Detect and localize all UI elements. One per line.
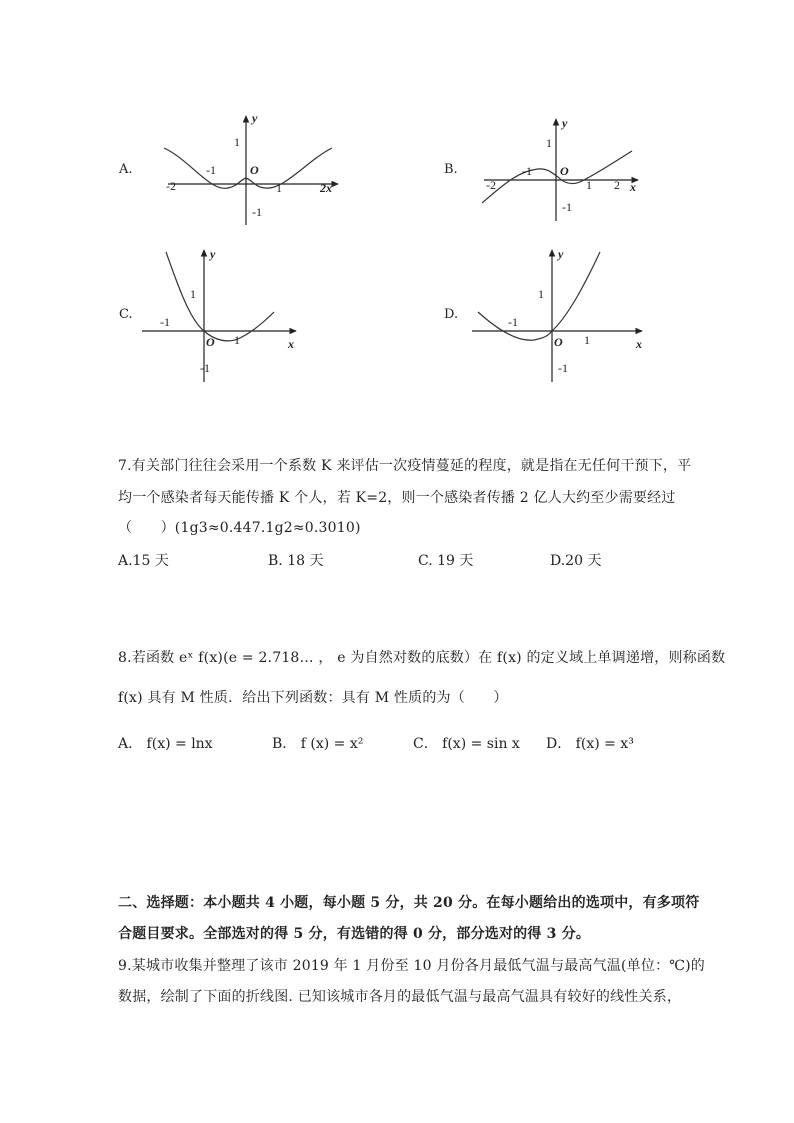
q8-choice-a: A． f(x) = lnx <box>118 736 213 752</box>
option-label-c: C. <box>119 307 133 322</box>
x-axis-label: x <box>636 337 642 351</box>
q7-choice-b: B. 18 天 <box>268 553 324 569</box>
q7-choice-d: D.20 天 <box>550 553 602 569</box>
tick-label: 2 <box>614 178 620 192</box>
q9-line-2: 数据，绘制了下面的折线图. 已知该城市各月的最低气温与最高气温具有较好的线性关系， <box>118 989 682 1005</box>
option-label-b: B. <box>444 162 458 177</box>
tick-label: -2 <box>486 178 496 192</box>
q8-line-2: f(x) 具有 M 性质．给出下列函数：具有 M 性质的为（ ） <box>118 690 508 706</box>
origin-label: O <box>554 335 563 349</box>
q8-line-1: 8.若函数 eˣ f(x)(e = 2.718… ， e 为自然对数的底数）在 f(x) 的定义域上单调递增，则称函数 <box>118 650 726 666</box>
q7-line-1: 7.有关部门往往会采用一个系数 K 来评估一次疫情蔓延的程度，就是指在无任何干预下，平 <box>118 458 692 474</box>
x-axis-label: x <box>630 180 636 194</box>
option-label-d: D. <box>444 307 459 322</box>
section-heading-line-1: 二、选择题：本小题共 4 小题，每小题 5 分，共 20 分。在每小题给出的选项中，有多项符 <box>118 895 700 911</box>
tick-label: 1 <box>234 333 240 347</box>
q7-line-2: 均一个感染者每天能传播 K 个人，若 K=2，则一个感染者传播 2 亿人大约至少需要经过 <box>118 490 676 506</box>
tick-label: 1 <box>276 181 282 195</box>
q7-choice-a: A.15 天 <box>118 553 169 569</box>
q8-choice-b: B． f (x) = x² <box>272 736 364 752</box>
q8-choice-c: C． f(x) = sin x <box>413 736 520 752</box>
origin-label: O <box>250 163 259 177</box>
tick-label: 1 <box>586 178 592 192</box>
graph-b <box>478 115 648 225</box>
graph-c <box>138 246 308 386</box>
q9-line-1: 9.某城市收集并整理了该市 2019 年 1 月份至 10 月份各月最低气温与最高气温(单位：℃)的 <box>118 958 705 974</box>
tick-label: -1 <box>522 164 532 178</box>
option-label-a: A. <box>119 162 133 177</box>
tick-label: 2x <box>320 181 332 195</box>
curve <box>166 252 274 341</box>
q8-choice-d: D． f(x) = x³ <box>546 736 634 752</box>
origin-label: O <box>206 335 215 349</box>
curve <box>482 151 632 203</box>
tick-label: 1 <box>546 136 552 150</box>
tick-label: -2 <box>166 179 176 193</box>
tick-label: 1 <box>538 287 544 301</box>
tick-label: -1 <box>206 163 216 177</box>
graph-a <box>160 110 350 230</box>
y-axis-label: y <box>252 111 258 125</box>
tick-label: 1 <box>190 287 196 301</box>
tick-label: -1 <box>252 205 262 219</box>
x-axis-label: x <box>288 337 294 351</box>
y-axis-label: y <box>210 247 216 261</box>
tick-label: -1 <box>508 315 518 329</box>
y-axis-label: y <box>558 247 564 261</box>
tick-label: -1 <box>160 315 170 329</box>
tick-label: -1 <box>200 361 210 375</box>
tick-label: 1 <box>234 135 240 149</box>
section-heading-line-2: 合题目要求。全部选对的得 5 分，有选错的得 0 分，部分选对的得 3 分。 <box>118 926 591 942</box>
q7-line-3: （ ）(1g3≈0.447.1g2≈0.3010) <box>118 520 361 536</box>
graph-d <box>468 246 648 386</box>
tick-label: 1 <box>584 333 590 347</box>
tick-label: -1 <box>558 361 568 375</box>
tick-label: -1 <box>562 200 572 214</box>
origin-label: O <box>560 164 569 178</box>
curve <box>164 148 332 188</box>
q7-choice-c: C. 19 天 <box>418 553 474 569</box>
y-axis-label: y <box>562 116 568 130</box>
